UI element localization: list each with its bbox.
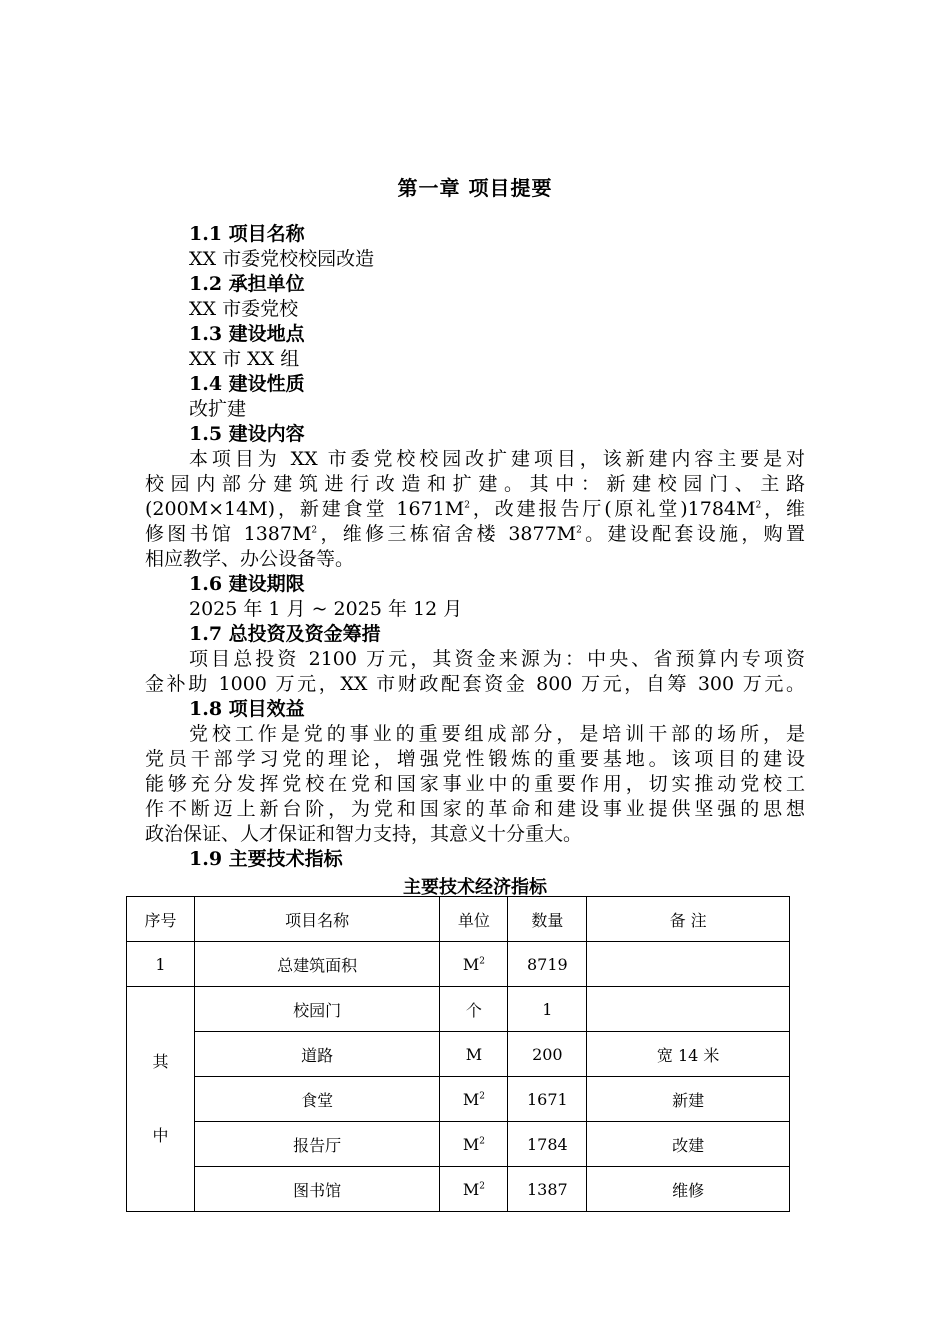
table-row [127, 987, 790, 1032]
paragraph-line: 本项目为 XX 市委党校校园改扩建项目，该新建内容主要是对 [189, 448, 805, 470]
paragraph-line: 能够充分发挥党校在党和国家事业中的重要作用，切实推动党校工 [145, 773, 805, 795]
section-heading: 1.3 建设地点 [189, 323, 305, 345]
table-cell: 1 [508, 987, 587, 1032]
table-row [127, 1032, 790, 1077]
table-cell: $M^2$ [440, 1167, 508, 1212]
table-cell: M [440, 1032, 508, 1077]
section-heading: 1.4 建设性质 [189, 373, 305, 395]
paragraph-line: 校园内部分建筑进行改造和扩建。其中：新建校园门、主路 [145, 473, 805, 495]
table-cell: $M^2$ [440, 1122, 508, 1167]
paragraph-line: 金补助 1000 万元，XX 市财政配套资金 800 万元，自筹 300 万元。 [145, 673, 805, 695]
table-header-row [127, 897, 790, 942]
table-cell: 1671 [508, 1077, 587, 1122]
table-cell: 校园门 [194, 987, 440, 1032]
table-row [127, 1077, 790, 1122]
paragraph-line: (200M×14M)，新建食堂 $1671M^2$，改建报告厅(原礼堂)$1784M^2$，维 [145, 498, 805, 520]
paragraph-line: 项目总投资 2100 万元，其资金来源为：中央、省预算内专项资 [189, 648, 805, 670]
paragraph-line: 修图书馆 $1387M^2$，维修三栋宿舍楼 $3877M^2$。建设配套设施，购置 [145, 523, 805, 545]
paragraph-line: 作不断迈上新台阶，为党和国家的革命和建设事业提供坚强的思想 [145, 798, 805, 820]
table-cell: 1784 [508, 1122, 587, 1167]
table-cell: 食堂 [194, 1077, 440, 1122]
table-cell: 报告厅 [194, 1122, 440, 1167]
section-heading: 1.2 承担单位 [189, 273, 305, 295]
table-row [127, 1122, 790, 1167]
table-row [127, 1167, 790, 1212]
table-cell: 总建筑面积 [194, 942, 440, 987]
table-cell: 新建 [587, 1077, 790, 1122]
table-cell: 宽 14 米 [587, 1032, 790, 1077]
section-text: 2025 年 1 月 ~ 2025 年 12 月 [189, 598, 463, 620]
table-row [127, 942, 790, 987]
table-cell [587, 942, 790, 987]
table-cell: 1387 [508, 1167, 587, 1212]
section-text: XX 市 XX 组 [189, 348, 300, 370]
section-heading: 1.6 建设期限 [189, 573, 305, 595]
project-summary [145, 222, 805, 872]
group-label-cell: 其 中 [127, 987, 195, 1212]
table-cell: 8719 [508, 942, 587, 987]
header-cell: 备 注 [587, 897, 790, 942]
header-cell: 单位 [440, 897, 508, 942]
section-heading: 1.8 项目效益 [189, 698, 305, 720]
table-cell: 改建 [587, 1122, 790, 1167]
header-cell: 项目名称 [194, 897, 440, 942]
paragraph-line: 党校工作是党的事业的重要组成部分，是培训干部的场所，是 [189, 723, 805, 745]
table-cell [587, 987, 790, 1032]
table-cell: 200 [508, 1032, 587, 1077]
table-cell: 1 [127, 942, 195, 987]
section-text: 改扩建 [189, 398, 247, 420]
paragraph-line: 党员干部学习党的理论，增强党性锻炼的重要基地。该项目的建设 [145, 748, 805, 770]
section-text: XX 市委党校校园改造 [189, 248, 375, 270]
header-cell: 数量 [508, 897, 587, 942]
section-text: XX 市委党校 [189, 298, 299, 320]
table-cell: 个 [440, 987, 508, 1032]
section-heading: 1.7 总投资及资金筹措 [189, 623, 381, 645]
chapter-title: 第一章 项目提要 [397, 176, 553, 200]
section-heading: 1.1 项目名称 [189, 223, 305, 245]
table-cell: 维修 [587, 1167, 790, 1212]
table-cell: $M^2$ [440, 1077, 508, 1122]
paragraph-line: 政治保证、人才保证和智力支持，其意义十分重大。 [145, 823, 583, 845]
header-cell: 序号 [127, 897, 195, 942]
indicator-table [126, 896, 790, 1212]
table-cell: $M^2$ [440, 942, 508, 987]
table-cell: 图书馆 [194, 1167, 440, 1212]
section-heading: 1.9 主要技术指标 [189, 848, 343, 870]
table-title: 主要技术经济指标 [403, 877, 547, 898]
table-cell: 道路 [194, 1032, 440, 1077]
section-heading: 1.5 建设内容 [189, 423, 305, 445]
paragraph-line: 相应教学、办公设备等。 [145, 548, 355, 570]
